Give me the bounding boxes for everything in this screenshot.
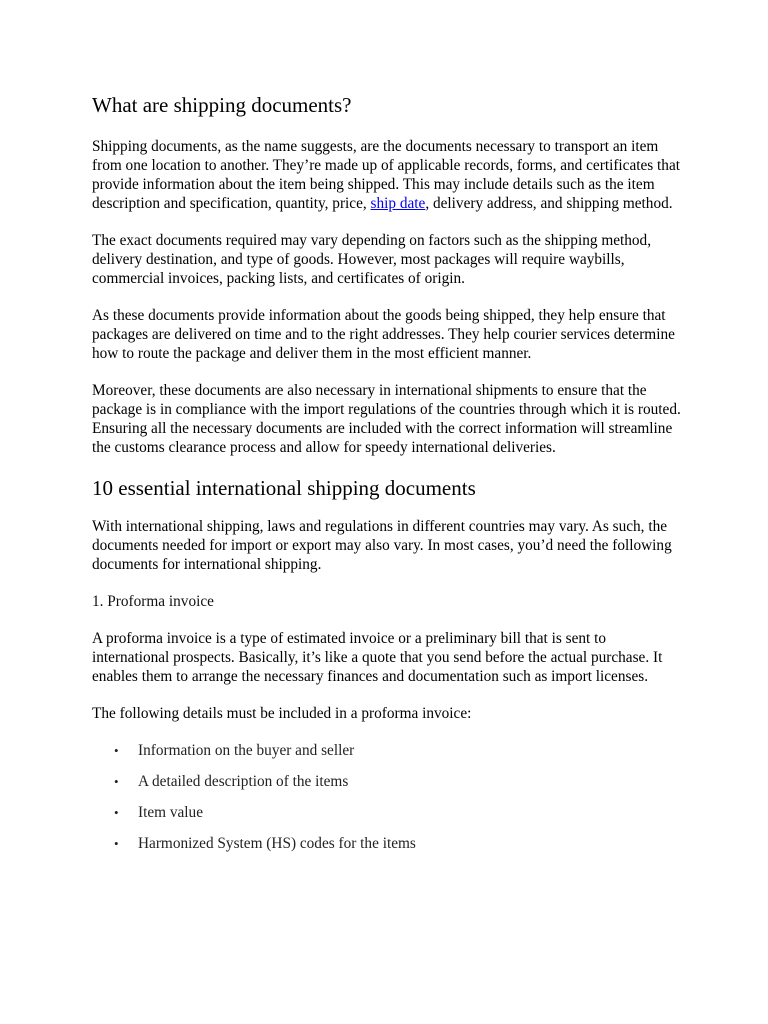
list-item-text: A detailed description of the items	[138, 773, 349, 790]
paragraph-required-documents: The exact documents required may vary depending on factors such as the shipping method, delivery destination, and type of goods. However, most packages will require waybills, commercial invoices, packing lists, and certificates of origin.	[92, 232, 652, 287]
list-item	[92, 741, 684, 760]
paragraph-delivery-purpose: As these documents provide information about the goods being shipped, they help ensure that packages are delivered on time and to the right addresses. They help courier services determine how to route the package and deliver them in the most efficient manner.	[92, 307, 675, 362]
document-page	[92, 92, 684, 865]
list-item-text: Information on the buyer and seller	[138, 742, 355, 759]
list-item	[92, 834, 684, 853]
paragraph-definition-text-start: Shipping documents, as the name suggests, are the documents necessary to transport an item from one location to another. They’re made up of applicable records, forms, and certificates that provide information about the item being shipped. This may include details such as the item description and specification, quantity, price,	[92, 138, 680, 212]
paragraph-proforma-details-intro: The following details must be included in a proforma invoice:	[92, 705, 472, 722]
bullet-icon: •	[114, 805, 119, 820]
ship-date-link[interactable]: ship date	[370, 195, 426, 212]
paragraph-international-compliance: Moreover, these documents are also necessary in international shipments to ensure that the package is in compliance with the import regulations of the countries through which it is routed. Ensuring all the necessary documents are included with the correct information will streamline the customs clearance process and allow for speedy international deliveries.	[92, 382, 681, 456]
list-item	[92, 772, 684, 791]
paragraph-definition-text-end: , delivery address, and shipping method.	[425, 195, 673, 212]
paragraph-proforma-description: A proforma invoice is a type of estimated invoice or a preliminary bill that is sent to international prospects. Basically, it’s like a quote that you send before the actual purchase. It enables them to arrange the necessary finances and documentation such as import licenses.	[92, 630, 663, 685]
bullet-icon: •	[114, 774, 119, 789]
subheading-proforma-invoice: 1. Proforma invoice	[92, 593, 214, 610]
heading-shipping-documents: What are shipping documents?	[92, 93, 352, 117]
bullet-icon: •	[114, 836, 119, 851]
paragraph-international-intro: With international shipping, laws and regulations in different countries may vary. As such, the documents needed for import or export may also vary. In most cases, you’d need the following documents for international shipping.	[92, 518, 672, 573]
paragraph-definition	[92, 137, 684, 213]
proforma-details-list	[92, 741, 684, 853]
heading-essential-documents: 10 essential international shipping documents	[92, 476, 476, 500]
list-item	[92, 803, 684, 822]
list-item-text: Item value	[138, 804, 203, 821]
bullet-icon: •	[114, 743, 119, 758]
list-item-text: Harmonized System (HS) codes for the items	[138, 835, 416, 852]
